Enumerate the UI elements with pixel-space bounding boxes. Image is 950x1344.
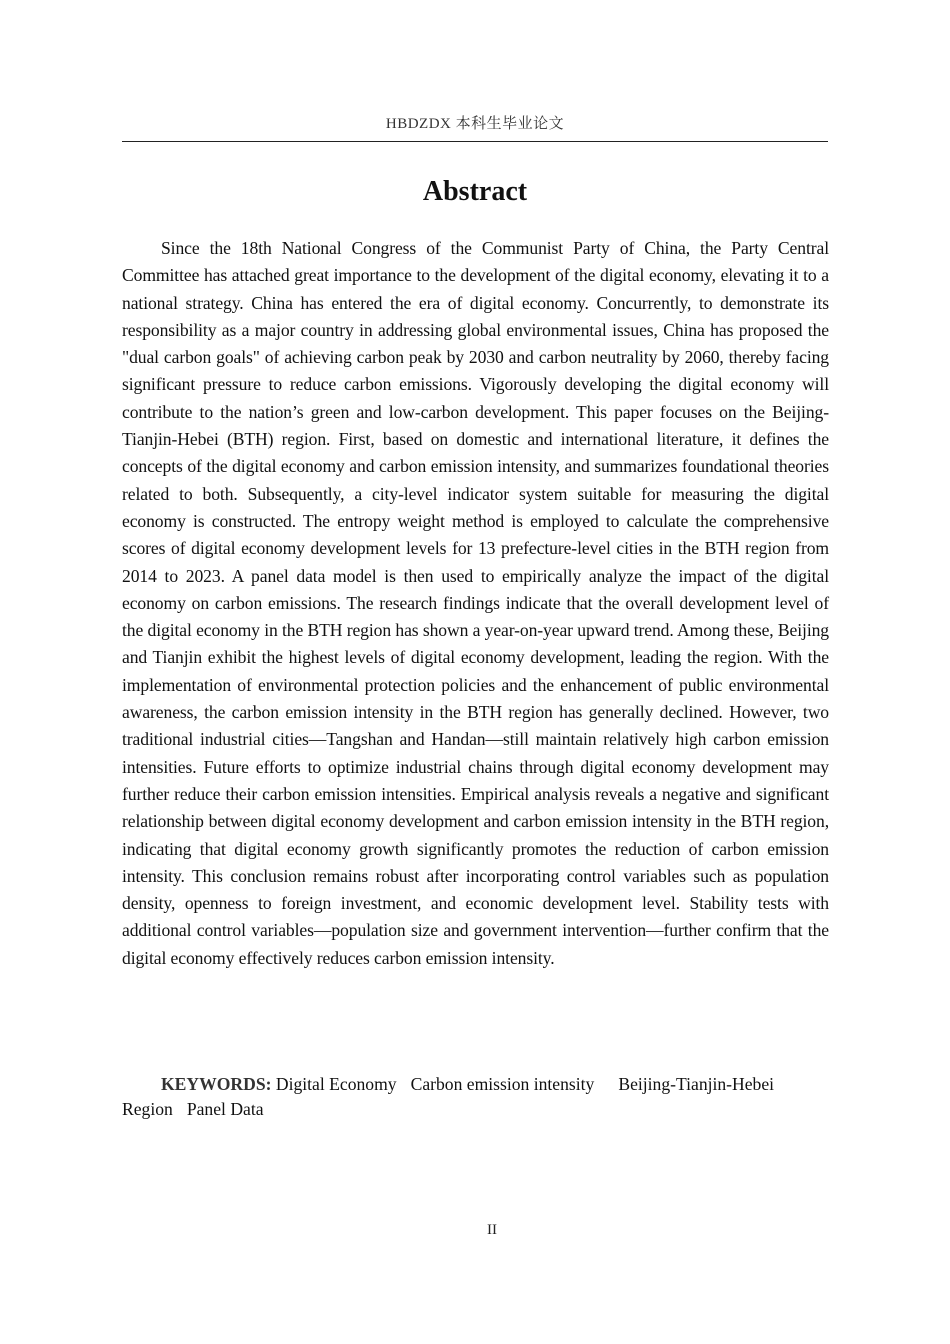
keyword-item: Digital Economy	[275, 1074, 397, 1094]
abstract-body: Since the 18th National Congress of the Communist Party of China, the Party Central Committee has attached great importance to the development of the digital economy, elevating it to a national strategy. China has entered the era of digital economy. Concurrently, to demonstrate its responsibility as a major country in addressing global environmental issues, China has proposed the "dual carbon goals" of achieving carbon peak by 2030 and carbon neutrality by 2060, thereby facing significant pressure to reduce carbon emissions. Vigorously developing the digital economy will contribute to the nation’s green and low-carbon development. This paper focuses on the Beijing-Tianjin-Hebei (BTH) region. First, based on domestic and international literature, it defines the concepts of the digital economy and carbon emission intensity, and summarizes foundational theories related to both. Subsequently, a city-level indicator system suitable for measuring the digital economy is constructed. The entropy weight method is employed to calculate the comprehensive scores of digital economy development levels for 13 prefecture-level cities in the BTH region from 2014 to 2023. A panel data model is then used to empirically analyze the impact of the digital economy on carbon emissions. The research findings indicate that the overall development level of the digital economy in the BTH region has shown a year-on-year upward trend. Among these, Beijing and Tianjin exhibit the highest levels of digital economy development, leading the region. With the implementation of environmental protection policies and the enhancement of public environmental awareness, the carbon emission intensity in the BTH region has generally declined. However, two traditional industrial cities—Tangshan and Handan—still maintain relatively high carbon emission intensities. Future efforts to optimize industrial chains through digital economy development may further reduce their carbon emission intensities. Empirical analysis reveals a negative and significant relationship between digital economy development and carbon emission intensity in the BTH region, indicating that digital economy growth significantly promotes the reduction of carbon emission intensity. This conclusion remains robust after incorporating control variables such as population density, openness to foreign investment, and economic development level. Stability tests with additional control variables—population size and government intervention—further confirm that the digital economy effectively reduces carbon emission intensity.	[122, 238, 829, 968]
page-number: II	[487, 1222, 497, 1238]
keywords-label: KEYWORDS:	[161, 1074, 272, 1094]
keywords-line	[122, 1072, 812, 1122]
keyword-item: Panel Data	[186, 1099, 264, 1119]
header-rule	[122, 141, 828, 142]
keyword-item: Carbon emission intensity	[410, 1074, 595, 1094]
abstract-title: Abstract	[422, 176, 528, 207]
running-header: HBDZDX 本科生毕业论文	[385, 116, 565, 132]
keyword-item: Beijing-Tianjin-Hebei Region	[122, 1074, 775, 1119]
